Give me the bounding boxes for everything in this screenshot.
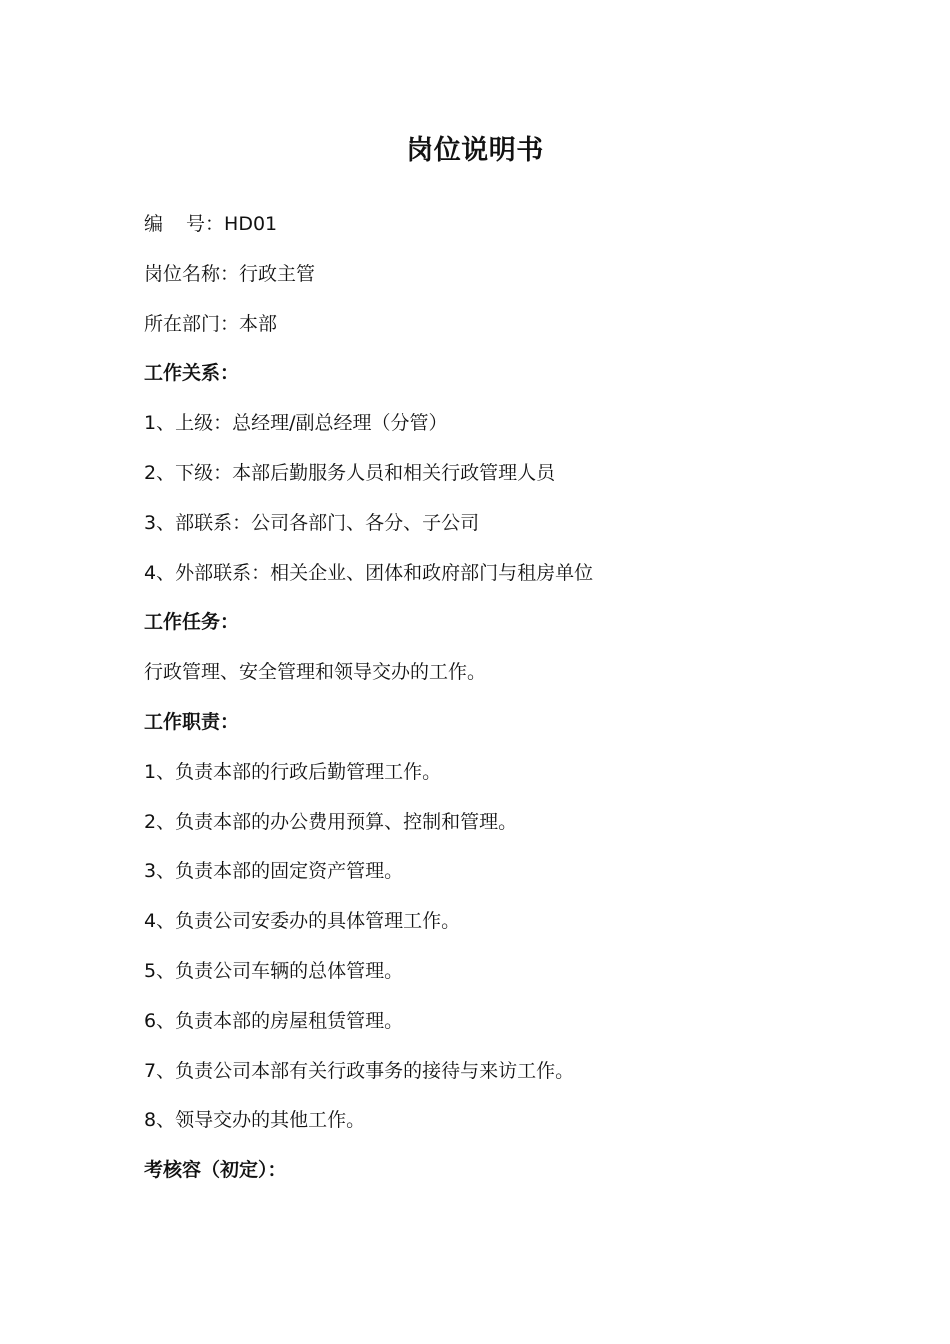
duties-item: 2、负责本部的办公费用预算、控制和管理。: [144, 810, 518, 833]
section-heading-tasks: 工作任务：: [144, 611, 240, 634]
duties-item: 6、负责本部的房屋租赁管理。: [144, 1009, 404, 1032]
duties-item: 8、领导交办的其他工作。: [144, 1109, 366, 1132]
section-heading-relations: 工作关系：: [144, 362, 240, 385]
relations-item: 4、外部联系：相关企业、团体和政府部门与租房单位: [144, 561, 594, 584]
department-label: 所在部门：: [144, 312, 240, 335]
position-value: 行政主管: [239, 262, 316, 285]
duties-item: 1、负责本部的行政后勤管理工作。: [144, 760, 442, 783]
number-label-char2: 号: [186, 213, 206, 235]
tasks-item: 行政管理、安全管理和领导交办的工作。: [144, 661, 487, 684]
document-title: 岗位说明书: [406, 135, 544, 166]
number-value: HD01: [224, 213, 278, 235]
duties-item: 3、负责本部的固定资产管理。: [144, 860, 404, 883]
duties-item: 5、负责公司车辆的总体管理。: [144, 959, 404, 982]
document-content: [144, 208, 844, 1204]
section-heading-assessment: 考核容（初定）：: [144, 1159, 287, 1182]
position-label: 岗位名称：: [144, 262, 240, 285]
field-position: [144, 258, 844, 308]
duties-item: 4、负责公司安委办的具体管理工作。: [144, 910, 461, 933]
relations-item: 2、下级：本部后勤服务人员和相关行政管理人员: [144, 461, 556, 484]
field-department: [144, 308, 844, 358]
department-value: 本部: [239, 312, 278, 335]
field-number: [144, 208, 844, 258]
section-heading-duties: 工作职责：: [144, 710, 240, 733]
number-label-char1: 编: [144, 213, 164, 235]
duties-item: 7、负责公司本部有关行政事务的接待与来访工作。: [144, 1059, 575, 1082]
relations-item: 1、上级：总经理/副总经理（分管）: [144, 412, 448, 435]
number-label-separator: ：: [205, 213, 225, 235]
relations-item: 3、部联系：公司各部门、各分、子公司: [144, 511, 480, 534]
